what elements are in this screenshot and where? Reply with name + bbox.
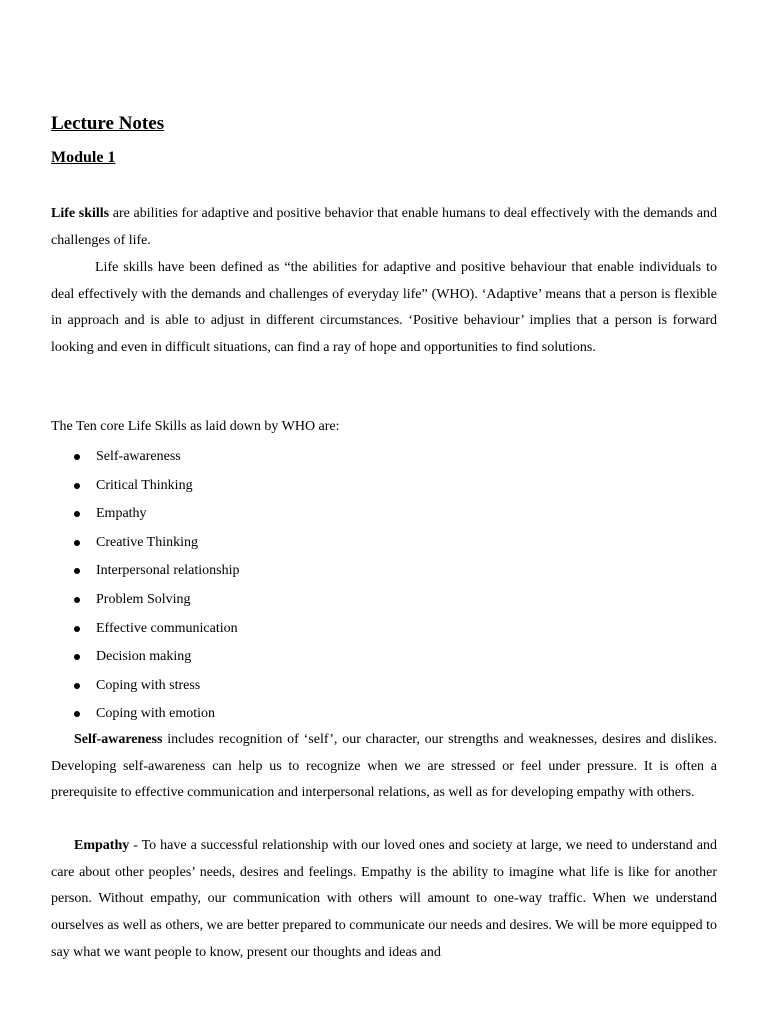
list-item-label: Creative Thinking [96, 534, 198, 550]
list-item [51, 643, 239, 672]
paragraph-core-skills-intro: The Ten core Life Skills as laid down by WHO are: [51, 419, 340, 434]
list-item [51, 700, 239, 729]
bullet-icon [74, 511, 80, 517]
bullet-icon [74, 626, 80, 632]
paragraph-empathy [51, 833, 717, 967]
list-item-label: Effective communication [96, 620, 238, 636]
list-item-label: Problem Solving [96, 591, 191, 607]
term-life-skills: Life skills [51, 206, 110, 221]
list-item [51, 443, 239, 472]
paragraph-definition: Life skills have been defined as “the abilities for adaptive and positive behaviour that enable individuals to deal effectively with the demands and challenges of everyday life” (WHO). ‘Adaptive’ means that a person is flexible in approach and is able to adjust in different circumstances. ‘Positive behaviour’ implies that a person is forward looking and even in difficult situations, can find a ray of hope and opportunities to find solutions. [51, 260, 717, 356]
paragraph-self-awareness [51, 727, 717, 807]
list-item-label: Self-awareness [96, 449, 181, 464]
list-item [51, 615, 239, 644]
page-title: Lecture Notes [51, 113, 165, 134]
list-item-label: Empathy [96, 506, 147, 522]
bullet-icon [74, 711, 80, 717]
term-self-awareness: Self-awareness [74, 732, 163, 747]
list-item [51, 472, 239, 501]
module-heading: Module 1 [51, 149, 116, 166]
paragraph-text: are abilities for adaptive and positive behavior that enable humans to deal effectively with the demands and challenges of life. [51, 206, 717, 248]
paragraph-life-skills [51, 201, 717, 254]
bullet-icon [74, 568, 80, 574]
list-item-label: Coping with emotion [96, 706, 215, 722]
list-item [51, 500, 239, 529]
bullet-icon [74, 454, 80, 460]
list-item-label: Decision making [96, 649, 192, 665]
bullet-icon [74, 597, 80, 603]
bullet-icon [74, 654, 80, 660]
list-item-label: Critical Thinking [96, 477, 193, 493]
bullet-icon [74, 540, 80, 546]
paragraph-text: includes recognition of ‘self’, our character, our strengths and weaknesses, desires and dislikes. Developing self-awareness can help us to recognize when we are stressed or feel under pressure. It is often a prerequisite to effective communication and interpersonal relations, as well as for developing empathy with others. [51, 732, 717, 801]
bullet-icon [74, 483, 80, 489]
list-item [51, 557, 239, 586]
bullet-icon [74, 683, 80, 689]
list-item-label: Coping with stress [96, 677, 201, 693]
list-item [51, 586, 239, 615]
term-empathy: Empathy [74, 838, 130, 853]
list-item-label: Interpersonal relationship [96, 563, 240, 579]
core-skills-list [51, 443, 239, 729]
paragraph-text: - To have a successful relationship with our loved ones and society at large, we need to understand and care about other peoples’ needs, desires and feelings. Empathy is the ability to imagine what life is like for another person. Without empathy, our communication with others will amount to one-way traffic. When we understand ourselves as well as others, we are better prepared to communicate our needs and desires. We will be more equipped to say what we want people to know, present our thoughts and ideas and [51, 838, 717, 960]
list-item [51, 529, 239, 558]
list-item [51, 672, 239, 701]
